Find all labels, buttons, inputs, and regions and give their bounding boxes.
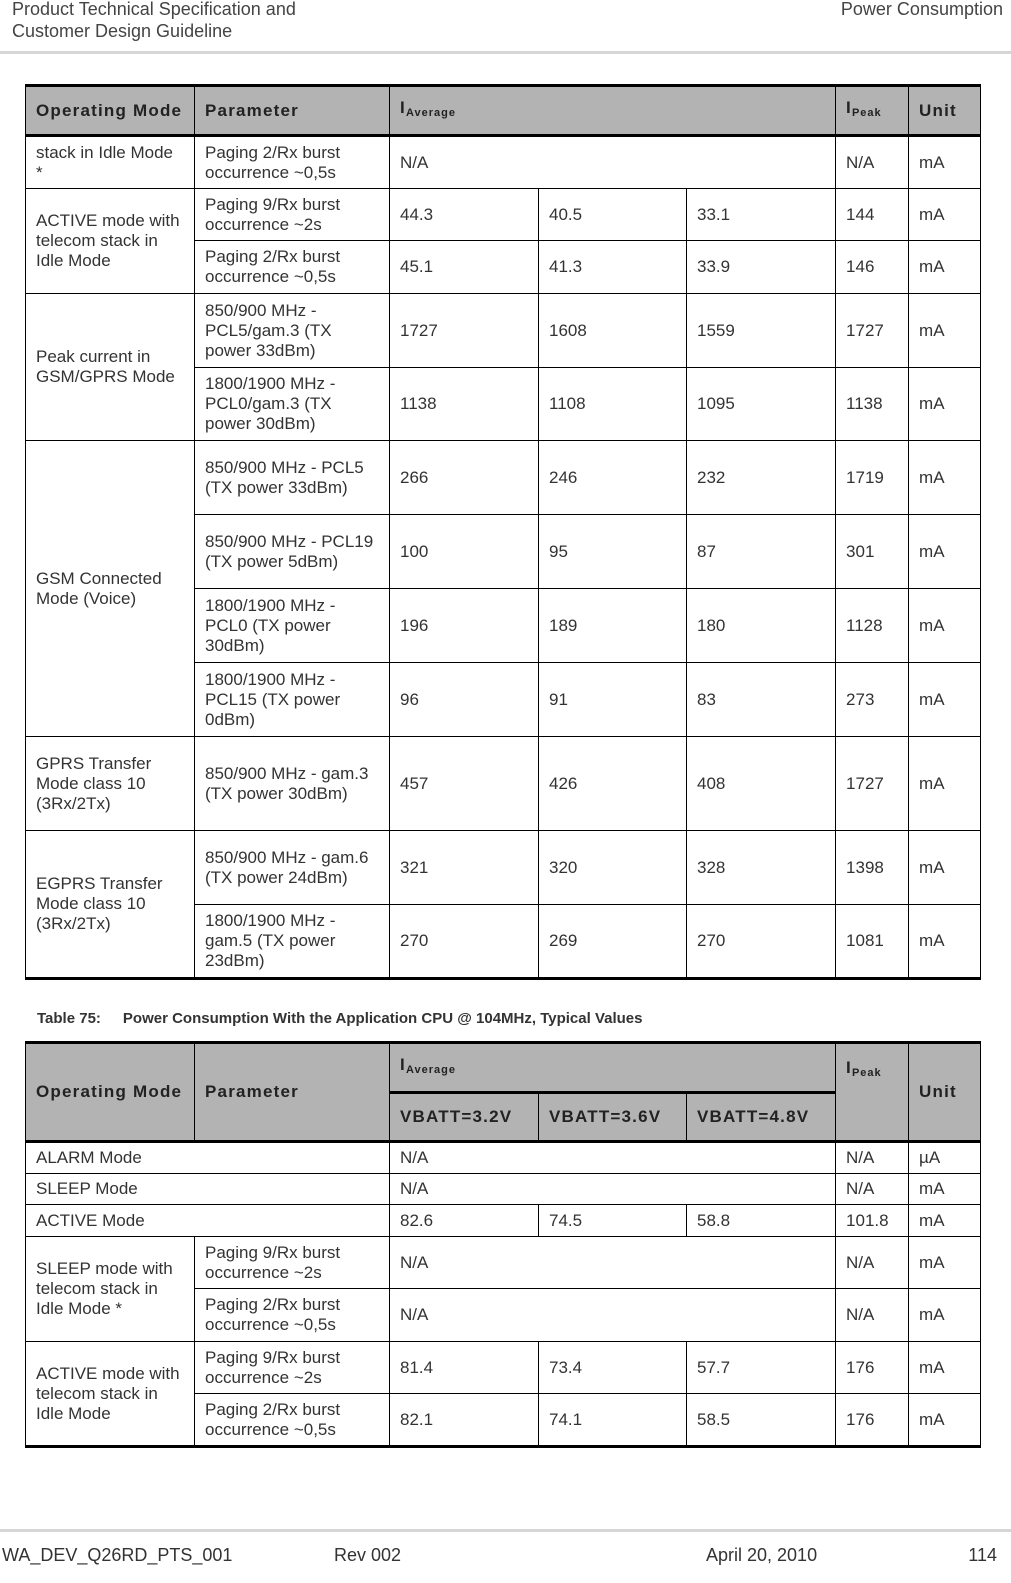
col-header-operating-mode — [26, 86, 195, 136]
table-caption — [37, 1010, 642, 1027]
cell-unit: mA — [909, 368, 981, 441]
col-header-vbatt-3.6: VBATT=3.6V — [539, 1093, 687, 1142]
footer-revision: Rev 002 — [334, 1545, 402, 1565]
cell-vbatt-4.8: 408 — [687, 737, 836, 831]
header-title — [12, 0, 296, 42]
cell-parameter: 1800/1900 MHz - PCL0/gam.3 (TX power 30dBm) — [195, 368, 390, 441]
cell-mode: stack in Idle Mode * — [26, 136, 195, 189]
cell-vbatt-3.6: 40.5 — [539, 189, 687, 241]
header-title-line1: Product Technical Specification and — [12, 0, 296, 19]
col-header-unit: Unit — [909, 1043, 981, 1142]
table-caption-number: Table 75: — [37, 1010, 101, 1027]
cell-ipeak: 1719 — [836, 441, 909, 515]
cell-unit: mA — [909, 905, 981, 979]
cell-vbatt-3.2: 196 — [390, 589, 539, 663]
cell-vbatt-3.2: 45.1 — [390, 241, 539, 294]
iaverage-subscript: Average — [405, 1064, 456, 1076]
cell-vbatt-3.6: 41.3 — [539, 241, 687, 294]
cell-vbatt-4.8: 58.5 — [687, 1394, 836, 1447]
cell-parameter: Paging 9/Rx burst occurrence ~2s — [195, 1342, 390, 1394]
cell-unit: mA — [909, 294, 981, 368]
cell-vbatt-4.8: 270 — [687, 905, 836, 979]
cell-unit: mA — [909, 1174, 981, 1205]
cell-ipeak: 1138 — [836, 368, 909, 441]
header-title-line2: Customer Design Guideline — [12, 21, 233, 41]
cell-vbatt-3.2: 321 — [390, 831, 539, 905]
cell-unit: mA — [909, 1289, 981, 1342]
cell-vbatt-3.6: 426 — [539, 737, 687, 831]
cell-ipeak: N/A — [836, 1174, 909, 1205]
cell-vbatt-3.6: 246 — [539, 441, 687, 515]
table-row — [26, 1205, 981, 1237]
cell-mode: EGPRS Transfer Mode class 10 (3Rx/2Tx) — [26, 831, 195, 979]
table-row — [26, 441, 981, 515]
cell-parameter: 850/900 MHz - gam.3 (TX power 30dBm) — [195, 737, 390, 831]
cell-unit: mA — [909, 663, 981, 737]
table-power-104mhz — [25, 1041, 981, 1448]
cell-vbatt-3.6: 1608 — [539, 294, 687, 368]
cell-vbatt-3.2: 266 — [390, 441, 539, 515]
ipeak-symbol: I — [846, 1058, 852, 1077]
col-header-parameter: Parameter — [195, 1043, 390, 1142]
cell-mode: ACTIVE mode with telecom stack in Idle Mode — [26, 1342, 195, 1447]
table-row — [26, 1174, 981, 1205]
cell-vbatt-3.2: 457 — [390, 737, 539, 831]
cell-ipeak: N/A — [836, 1237, 909, 1289]
cell-unit: mA — [909, 241, 981, 294]
cell-vbatt-4.8: 58.8 — [687, 1205, 836, 1237]
cell-unit: mA — [909, 136, 981, 189]
cell-vbatt-3.6: 320 — [539, 831, 687, 905]
cell-ipeak: 301 — [836, 515, 909, 589]
cell-vbatt-3.6: 189 — [539, 589, 687, 663]
cell-iaverage-merged: N/A — [390, 1174, 836, 1205]
cell-unit: mA — [909, 189, 981, 241]
ipeak-subscript: Peak — [851, 1067, 882, 1079]
cell-vbatt-4.8: 87 — [687, 515, 836, 589]
cell-parameter: 850/900 MHz - PCL5/gam.3 (TX power 33dBm) — [195, 294, 390, 368]
cell-vbatt-4.8: 1095 — [687, 368, 836, 441]
cell-ipeak: 1727 — [836, 294, 909, 368]
cell-vbatt-3.6: 95 — [539, 515, 687, 589]
cell-parameter: Paging 9/Rx burst occurrence ~2s — [195, 1237, 390, 1289]
header-section: Power Consumption — [840, 0, 1003, 19]
cell-mode: ACTIVE Mode — [26, 1205, 390, 1237]
cell-vbatt-3.2: 96 — [390, 663, 539, 737]
table-row — [26, 1342, 981, 1394]
cell-vbatt-3.6: 1108 — [539, 368, 687, 441]
cell-parameter: 1800/1900 MHz - PCL0 (TX power 30dBm) — [195, 589, 390, 663]
iaverage-subscript: Average — [405, 107, 456, 119]
cell-ipeak: 273 — [836, 663, 909, 737]
table-row — [26, 189, 981, 241]
col-header-vbatt-4.8: VBATT=4.8V — [687, 1093, 836, 1142]
col-header-parameter: Parameter — [195, 86, 390, 136]
cell-vbatt-3.6: 74.1 — [539, 1394, 687, 1447]
cell-vbatt-3.2: 270 — [390, 905, 539, 979]
cell-parameter: 850/900 MHz - PCL5 (TX power 33dBm) — [195, 441, 390, 515]
cell-parameter: Paging 9/Rx burst occurrence ~2s — [195, 189, 390, 241]
table-row — [26, 1142, 981, 1174]
col-header-iaverage — [390, 1043, 836, 1093]
cell-vbatt-4.8: 232 — [687, 441, 836, 515]
cell-vbatt-3.2: 44.3 — [390, 189, 539, 241]
cell-vbatt-3.6: 73.4 — [539, 1342, 687, 1394]
cell-unit: mA — [909, 737, 981, 831]
table-caption-text: Power Consumption With the Application CPU @ 104MHz, Typical Values — [122, 1010, 643, 1027]
cell-mode: GSM Connected Mode (Voice) — [26, 441, 195, 737]
cell-mode: GPRS Transfer Mode class 10 (3Rx/2Tx) — [26, 737, 195, 831]
cell-vbatt-3.2: 1727 — [390, 294, 539, 368]
cell-parameter: Paging 2/Rx burst occurrence ~0,5s — [195, 136, 390, 189]
col-header-vbatt-3.2: VBATT=3.2V — [390, 1093, 539, 1142]
cell-vbatt-4.8: 33.1 — [687, 189, 836, 241]
cell-mode: ACTIVE mode with telecom stack in Idle Mode — [26, 189, 195, 294]
cell-ipeak: 176 — [836, 1342, 909, 1394]
header-rule — [0, 51, 1011, 54]
table-row — [26, 136, 981, 189]
col-header-operating-mode-text: Operating Mode — [36, 100, 183, 120]
table-row — [26, 294, 981, 368]
cell-vbatt-3.2: 1138 — [390, 368, 539, 441]
cell-mode: SLEEP mode with telecom stack in Idle Mode * — [26, 1237, 195, 1342]
footer-page-number: 114 — [968, 1545, 997, 1565]
cell-parameter: 850/900 MHz - gam.6 (TX power 24dBm) — [195, 831, 390, 905]
col-header-ipeak — [836, 86, 909, 136]
ipeak-subscript: Peak — [851, 107, 882, 119]
table-row — [26, 1237, 981, 1289]
col-header-iaverage — [390, 86, 836, 136]
footer-rule — [0, 1529, 1011, 1532]
cell-vbatt-4.8: 57.7 — [687, 1342, 836, 1394]
iaverage-symbol: I — [400, 98, 406, 117]
cell-vbatt-3.6: 269 — [539, 905, 687, 979]
cell-unit: µA — [909, 1142, 981, 1174]
cell-ipeak: N/A — [836, 136, 909, 189]
cell-vbatt-4.8: 1559 — [687, 294, 836, 368]
cell-iaverage-merged: N/A — [390, 1142, 836, 1174]
footer-date: April 20, 2010 — [706, 1545, 818, 1565]
table-row — [26, 831, 981, 905]
cell-ipeak: 144 — [836, 189, 909, 241]
cell-vbatt-4.8: 328 — [687, 831, 836, 905]
col-header-ipeak — [836, 1043, 909, 1142]
cell-ipeak: N/A — [836, 1142, 909, 1174]
cell-unit: mA — [909, 831, 981, 905]
iaverage-symbol: I — [400, 1055, 406, 1074]
table-power-continued — [25, 84, 981, 980]
col-header-operating-mode: Operating Mode — [26, 1043, 195, 1142]
cell-vbatt-3.2: 82.1 — [390, 1394, 539, 1447]
cell-vbatt-3.2: 81.4 — [390, 1342, 539, 1394]
cell-vbatt-3.6: 91 — [539, 663, 687, 737]
cell-ipeak: 1727 — [836, 737, 909, 831]
cell-mode: SLEEP Mode — [26, 1174, 390, 1205]
cell-iaverage-merged: N/A — [390, 1237, 836, 1289]
cell-unit: mA — [909, 1237, 981, 1289]
cell-vbatt-3.6: 74.5 — [539, 1205, 687, 1237]
col-header-unit: Unit — [909, 86, 981, 136]
cell-ipeak: 146 — [836, 241, 909, 294]
cell-ipeak: 1081 — [836, 905, 909, 979]
cell-parameter: Paging 2/Rx burst occurrence ~0,5s — [195, 1289, 390, 1342]
cell-ipeak: N/A — [836, 1289, 909, 1342]
cell-vbatt-3.2: 100 — [390, 515, 539, 589]
cell-parameter: 1800/1900 MHz - gam.5 (TX power 23dBm) — [195, 905, 390, 979]
cell-unit: mA — [909, 1394, 981, 1447]
cell-parameter: 850/900 MHz - PCL19 (TX power 5dBm) — [195, 515, 390, 589]
footer-doc-id: WA_DEV_Q26RD_PTS_001 — [2, 1545, 233, 1565]
cell-ipeak: 1398 — [836, 831, 909, 905]
cell-vbatt-4.8: 33.9 — [687, 241, 836, 294]
cell-parameter: Paging 2/Rx burst occurrence ~0,5s — [195, 1394, 390, 1447]
cell-unit: mA — [909, 1342, 981, 1394]
cell-parameter: Paging 2/Rx burst occurrence ~0,5s — [195, 241, 390, 294]
cell-unit: mA — [909, 1205, 981, 1237]
cell-iaverage-merged: N/A — [390, 136, 836, 189]
cell-unit: mA — [909, 441, 981, 515]
table-row — [26, 737, 981, 831]
cell-iaverage-merged: N/A — [390, 1289, 836, 1342]
cell-mode: ALARM Mode — [26, 1142, 390, 1174]
ipeak-symbol: I — [846, 98, 852, 117]
cell-vbatt-4.8: 180 — [687, 589, 836, 663]
cell-mode: Peak current in GSM/GPRS Mode — [26, 294, 195, 441]
cell-ipeak: 176 — [836, 1394, 909, 1447]
cell-vbatt-3.2: 82.6 — [390, 1205, 539, 1237]
cell-ipeak: 101.8 — [836, 1205, 909, 1237]
cell-vbatt-4.8: 83 — [687, 663, 836, 737]
cell-ipeak: 1128 — [836, 589, 909, 663]
cell-unit: mA — [909, 589, 981, 663]
cell-parameter: 1800/1900 MHz - PCL15 (TX power 0dBm) — [195, 663, 390, 737]
cell-unit: mA — [909, 515, 981, 589]
